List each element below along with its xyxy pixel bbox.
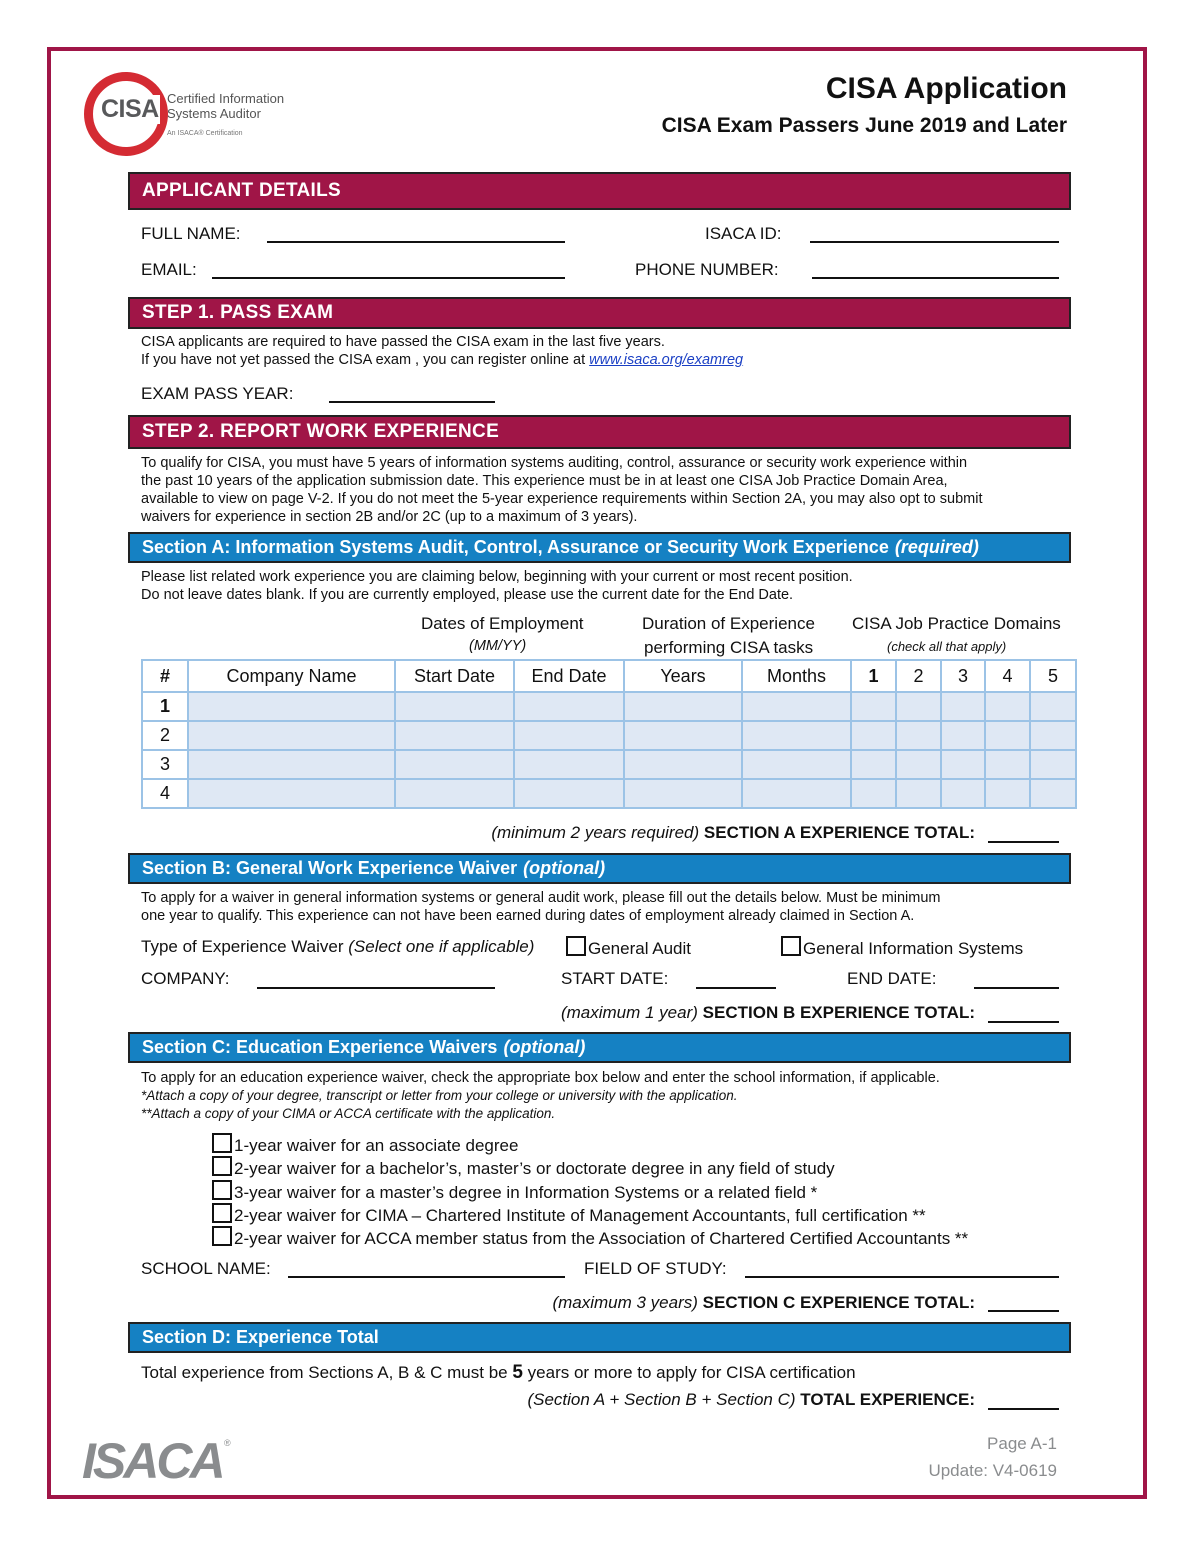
applicant-details-header bbox=[128, 172, 1071, 210]
years-cell[interactable] bbox=[624, 721, 742, 750]
duration-label-2: performing CISA tasks bbox=[644, 638, 814, 657]
section-b-text-1: To apply for a waiver in general information systems or general audit work, please fill out the details below. Must be minimum bbox=[141, 890, 941, 906]
start-date-cell[interactable] bbox=[395, 779, 514, 808]
section-a-total-note: (minimum 2 years required) bbox=[491, 823, 700, 842]
isaca-id-field[interactable] bbox=[810, 241, 1059, 243]
general-is-label: General Information Systems bbox=[803, 939, 1024, 958]
email-label: EMAIL: bbox=[141, 260, 197, 279]
full-name-field[interactable] bbox=[267, 241, 565, 243]
waiver-3-checkbox[interactable] bbox=[212, 1180, 232, 1200]
section-a-total-label: SECTION A EXPERIENCE TOTAL: bbox=[703, 823, 975, 842]
general-audit-label: General Audit bbox=[588, 939, 692, 958]
section-a-header bbox=[128, 532, 1071, 563]
section-b-total-note: (maximum 1 year) bbox=[560, 1003, 698, 1022]
end-date-cell[interactable] bbox=[514, 750, 624, 779]
start-date-cell[interactable] bbox=[395, 721, 514, 750]
col-months: Months bbox=[742, 660, 851, 692]
section-a-total-row bbox=[491, 823, 975, 843]
section-a-required: (required) bbox=[894, 537, 979, 557]
years-cell[interactable] bbox=[624, 692, 742, 721]
step1-text-1: CISA applicants are required to have passed the CISA exam in the last five years. bbox=[141, 334, 665, 350]
cisa-logo-sub2: Systems Auditor bbox=[167, 106, 261, 121]
total-experience-note: (Section A + Section B + Section C) bbox=[527, 1390, 796, 1409]
step2-text-4: waivers for experience in section 2B and/or 2C (up to a maximum of 3 years). bbox=[141, 509, 638, 525]
table-row bbox=[142, 692, 1076, 721]
section-d-text-a: Total experience from Sections A, B & C must be bbox=[141, 1363, 508, 1382]
total-experience-field[interactable] bbox=[988, 1408, 1059, 1410]
waiver-option-1[interactable] bbox=[212, 1133, 518, 1156]
section-b-optional: (optional) bbox=[523, 858, 606, 878]
domain-3-cell[interactable] bbox=[941, 750, 985, 779]
step2-text-1: To qualify for CISA, you must have 5 years of information systems auditing, control, assurance or security work experience within bbox=[141, 455, 968, 471]
domain-3-cell[interactable] bbox=[941, 779, 985, 808]
section-a-title: Section A: Information Systems Audit, Control, Assurance or Security Work Experience bbox=[142, 537, 889, 557]
waiver-type-text: Type of Experience Waiver bbox=[141, 937, 344, 956]
domain-3-cell[interactable] bbox=[941, 692, 985, 721]
section-b-title: Section B: General Work Experience Waiver bbox=[142, 858, 518, 878]
domain-2-cell[interactable] bbox=[896, 721, 941, 750]
work-experience-table bbox=[141, 659, 1077, 809]
years-cell[interactable] bbox=[624, 750, 742, 779]
row-number: 1 bbox=[142, 692, 188, 721]
update-version: Update: V4-0619 bbox=[928, 1461, 1057, 1480]
waiver-2-checkbox[interactable] bbox=[212, 1156, 232, 1176]
page-title: CISA Application bbox=[825, 72, 1067, 105]
waiver-5-label: 2-year waiver for ACCA member status from the Association of Chartered Certified Accountants ** bbox=[234, 1229, 969, 1248]
school-name-label: SCHOOL NAME: bbox=[141, 1259, 271, 1278]
waiver-option-5[interactable] bbox=[212, 1226, 968, 1249]
section-b-total-label: SECTION B EXPERIENCE TOTAL: bbox=[702, 1003, 975, 1022]
months-cell[interactable] bbox=[742, 750, 851, 779]
step2-header bbox=[128, 415, 1071, 449]
email-field[interactable] bbox=[212, 277, 565, 279]
general-is-option[interactable] bbox=[781, 936, 1023, 959]
row-number: 4 bbox=[142, 779, 188, 808]
domains-sub-label: (check all that apply) bbox=[887, 639, 1007, 654]
domain-1-cell[interactable] bbox=[851, 779, 896, 808]
duration-label-1: Duration of Experience bbox=[642, 614, 815, 633]
col-start-date: Start Date bbox=[395, 660, 514, 692]
end-date-cell[interactable] bbox=[514, 692, 624, 721]
section-c-total-field[interactable] bbox=[988, 1310, 1059, 1312]
section-d-text-b: years or more to apply for CISA certification bbox=[527, 1363, 856, 1382]
section-d-title: Section D: Experience Total bbox=[142, 1327, 379, 1347]
domain-2-cell[interactable] bbox=[896, 779, 941, 808]
waiver-option-2[interactable] bbox=[212, 1156, 835, 1179]
waiver-5-checkbox[interactable] bbox=[212, 1226, 232, 1246]
domain-5-cell[interactable] bbox=[1030, 779, 1076, 808]
step1-title: STEP 1. PASS EXAM bbox=[142, 302, 334, 323]
step2-text-2: the past 10 years of the application submission date. This experience must be in at least one CISA Job Practice Domain Area, bbox=[141, 473, 948, 489]
section-a-text-2: Do not leave dates blank. If you are currently employed, please use the current date for the End Date. bbox=[141, 587, 794, 603]
company-field[interactable] bbox=[257, 987, 495, 989]
full-name-label: FULL NAME: bbox=[141, 224, 241, 243]
section-c-text-2: *Attach a copy of your degree, transcript or letter from your college or university with the application. bbox=[141, 1088, 738, 1103]
section-d-text bbox=[141, 1362, 856, 1384]
section-c-total-note: (maximum 3 years) bbox=[552, 1293, 698, 1312]
section-c-total-row bbox=[552, 1293, 975, 1313]
section-b-text-2: one year to qualify. This experience can not have been earned during dates of employment already claimed in Section A. bbox=[141, 908, 915, 924]
months-cell[interactable] bbox=[742, 721, 851, 750]
company-cell[interactable] bbox=[188, 779, 395, 808]
section-b-total-field[interactable] bbox=[988, 1021, 1059, 1023]
col-domain-4: 4 bbox=[985, 660, 1030, 692]
general-audit-checkbox[interactable] bbox=[566, 936, 586, 956]
domain-3-cell[interactable] bbox=[941, 721, 985, 750]
total-experience-label: TOTAL EXPERIENCE: bbox=[800, 1390, 975, 1409]
section-a-text-1: Please list related work experience you are claiming below, beginning with your current or most recent position. bbox=[141, 569, 853, 585]
domain-1-cell[interactable] bbox=[851, 721, 896, 750]
waiver-option-3[interactable] bbox=[212, 1180, 817, 1203]
col-years: Years bbox=[624, 660, 742, 692]
phone-label: PHONE NUMBER: bbox=[635, 260, 779, 279]
end-date-cell[interactable] bbox=[514, 721, 624, 750]
examreg-link[interactable]: www.isaca.org/examreg bbox=[589, 352, 744, 368]
domain-4-cell[interactable] bbox=[985, 750, 1030, 779]
row-number: 2 bbox=[142, 721, 188, 750]
waiver-option-4[interactable] bbox=[212, 1203, 926, 1226]
table-row bbox=[142, 750, 1076, 779]
field-of-study-field[interactable] bbox=[745, 1276, 1059, 1278]
company-cell[interactable] bbox=[188, 750, 395, 779]
domain-4-cell[interactable] bbox=[985, 692, 1030, 721]
general-is-checkbox[interactable] bbox=[781, 936, 801, 956]
section-c-optional: (optional) bbox=[503, 1037, 586, 1057]
step1-text-2 bbox=[141, 352, 743, 368]
months-cell[interactable] bbox=[742, 692, 851, 721]
step2-title: STEP 2. REPORT WORK EXPERIENCE bbox=[142, 421, 500, 442]
domain-5-cell[interactable] bbox=[1030, 750, 1076, 779]
cisa-logo-text: CISA bbox=[101, 95, 159, 123]
dates-format-label: (MM/YY) bbox=[469, 638, 527, 654]
col-domain-1: 1 bbox=[851, 660, 896, 692]
domain-2-cell[interactable] bbox=[896, 692, 941, 721]
section-c-text-1: To apply for an education experience waiver, check the appropriate box below and enter the school information, if applicable. bbox=[141, 1070, 940, 1086]
start-date-cell[interactable] bbox=[395, 692, 514, 721]
domain-5-cell[interactable] bbox=[1030, 692, 1076, 721]
col-number: # bbox=[142, 660, 188, 692]
domain-4-cell[interactable] bbox=[985, 779, 1030, 808]
company-label: COMPANY: bbox=[141, 969, 230, 988]
end-date-cell[interactable] bbox=[514, 779, 624, 808]
cisa-logo-sub3: An ISACA® Certification bbox=[167, 130, 243, 137]
phone-field[interactable] bbox=[812, 277, 1059, 279]
cisa-logo-sub1: Certified Information bbox=[167, 91, 285, 106]
waiver-type-note: (Select one if applicable) bbox=[348, 937, 535, 956]
section-d-header bbox=[128, 1322, 1071, 1353]
start-date-cell[interactable] bbox=[395, 750, 514, 779]
col-domain-5: 5 bbox=[1030, 660, 1076, 692]
school-name-field[interactable] bbox=[288, 1276, 565, 1278]
table-row bbox=[142, 779, 1076, 808]
general-audit-option[interactable] bbox=[566, 936, 691, 959]
waiver-4-label: 2-year waiver for CIMA – Chartered Institute of Management Accountants, full certification ** bbox=[234, 1206, 926, 1225]
total-experience-row bbox=[527, 1390, 975, 1410]
domain-4-cell[interactable] bbox=[985, 721, 1030, 750]
waiver-1-label: 1-year waiver for an associate degree bbox=[234, 1136, 519, 1155]
applicant-details-title: APPLICANT DETAILS bbox=[142, 180, 341, 201]
company-cell[interactable] bbox=[188, 721, 395, 750]
domain-1-cell[interactable] bbox=[851, 692, 896, 721]
company-cell[interactable] bbox=[188, 692, 395, 721]
domain-1-cell[interactable] bbox=[851, 750, 896, 779]
table-row bbox=[142, 721, 1076, 750]
domains-label: CISA Job Practice Domains bbox=[852, 614, 1061, 633]
section-c-total-label: SECTION C EXPERIENCE TOTAL: bbox=[702, 1293, 975, 1312]
section-c-title: Section C: Education Experience Waivers bbox=[142, 1037, 498, 1057]
isaca-logo: ISACA bbox=[82, 1433, 223, 1489]
start-date-label: START DATE: bbox=[561, 969, 669, 988]
col-company-name: Company Name bbox=[188, 660, 395, 692]
section-b-header bbox=[128, 853, 1071, 884]
waiver-4-checkbox[interactable] bbox=[212, 1203, 232, 1223]
step2-text-3: available to view on page V-2. If you do not meet the 5-year experience requirements within Section 2A, you may also opt to submit bbox=[141, 491, 983, 507]
col-domain-2: 2 bbox=[896, 660, 941, 692]
end-date-field[interactable] bbox=[974, 987, 1059, 989]
domain-5-cell[interactable] bbox=[1030, 721, 1076, 750]
exam-pass-year-label: EXAM PASS YEAR: bbox=[141, 384, 294, 403]
col-domain-3: 3 bbox=[941, 660, 985, 692]
end-date-label: END DATE: bbox=[847, 969, 937, 988]
step1-text-2-lead: If you have not yet passed the CISA exam , you can register online at bbox=[141, 352, 586, 368]
isaca-logo-registered: ® bbox=[224, 1438, 231, 1448]
section-c-text-3: **Attach a copy of your CIMA or ACCA certificate with the application. bbox=[141, 1106, 556, 1121]
section-d-years: 5 bbox=[512, 1362, 523, 1383]
waiver-1-checkbox[interactable] bbox=[212, 1133, 232, 1153]
field-of-study-label: FIELD OF STUDY: bbox=[584, 1259, 727, 1278]
waiver-type-label bbox=[141, 937, 534, 957]
months-cell[interactable] bbox=[742, 779, 851, 808]
domain-2-cell[interactable] bbox=[896, 750, 941, 779]
step1-header bbox=[128, 297, 1071, 329]
row-number: 3 bbox=[142, 750, 188, 779]
col-end-date: End Date bbox=[514, 660, 624, 692]
isaca-id-label: ISACA ID: bbox=[705, 224, 782, 243]
section-b-total-row bbox=[561, 1003, 975, 1023]
table-header-row bbox=[142, 660, 1076, 692]
exam-pass-year-field[interactable] bbox=[329, 401, 495, 403]
page-subtitle: CISA Exam Passers June 2019 and Later bbox=[661, 114, 1067, 137]
years-cell[interactable] bbox=[624, 779, 742, 808]
section-c-header bbox=[128, 1032, 1071, 1063]
page-number: Page A-1 bbox=[987, 1434, 1057, 1453]
start-date-field[interactable] bbox=[696, 987, 776, 989]
dates-of-employment-label: Dates of Employment bbox=[421, 614, 584, 633]
waiver-2-label: 2-year waiver for a bachelor’s, master’s or doctorate degree in any field of study bbox=[234, 1159, 835, 1178]
section-a-total-field[interactable] bbox=[988, 841, 1059, 843]
waiver-3-label: 3-year waiver for a master’s degree in Information Systems or a related field * bbox=[234, 1183, 818, 1202]
